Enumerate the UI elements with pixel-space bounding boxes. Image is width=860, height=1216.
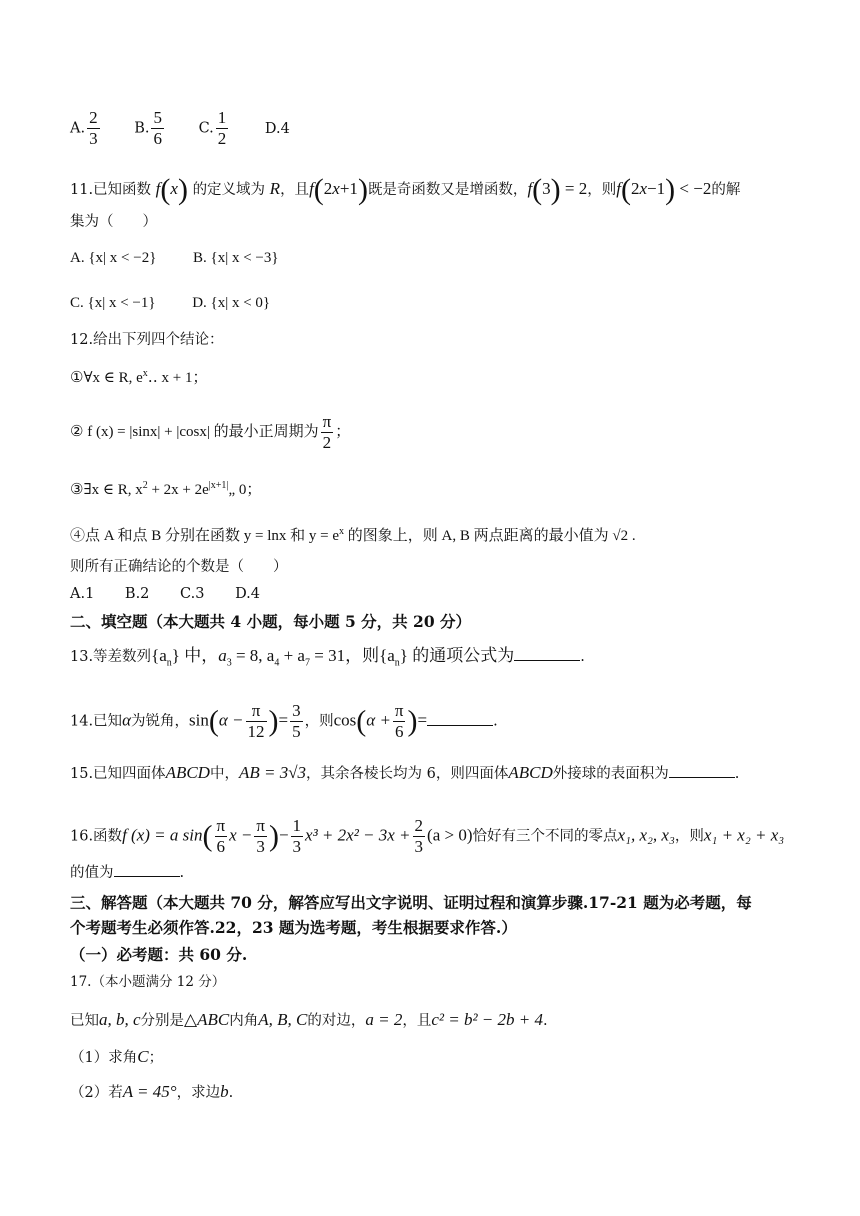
q11-options-row2: [70, 293, 292, 313]
q13: [70, 646, 585, 673]
text: 中，: [209, 766, 239, 782]
fraction: [290, 701, 303, 742]
paren: (: [208, 704, 219, 738]
numerator: π: [322, 412, 332, 431]
q12-statement-3: [70, 476, 261, 500]
q14: [70, 701, 498, 742]
math: α: [122, 710, 131, 730]
paren: ): [665, 173, 676, 206]
math-part: {a: [151, 646, 167, 665]
math: x₁, x₂, x₃: [617, 825, 675, 845]
denominator: 12: [247, 722, 265, 741]
subscript: 3: [226, 657, 232, 669]
numerator: 1: [217, 108, 227, 127]
text: 的图象上，则 A, B 两点距离的最小值为 √2 .: [344, 528, 636, 544]
paren: ): [550, 173, 561, 206]
subscript: 4: [274, 657, 280, 669]
text: ①∀x ∈ R, e: [70, 370, 143, 386]
q16-line2: [70, 862, 184, 883]
math: R: [269, 179, 281, 198]
text: （1）求角: [70, 1050, 138, 1066]
superscript: |x+1|: [208, 480, 229, 491]
denominator: 3: [256, 837, 265, 856]
text: .: [542, 1013, 548, 1029]
numerator: 5: [153, 108, 162, 127]
q10-option-d: D.4: [264, 120, 290, 137]
q17-stem: [70, 1010, 548, 1031]
math: c² = b² − 2b + 4: [431, 1010, 543, 1029]
math: α +: [366, 710, 391, 730]
subscript: 7: [304, 657, 310, 669]
denominator: 5: [292, 722, 301, 741]
q12-stem: 12.给出下列四个结论：: [70, 332, 224, 348]
math: x −: [229, 825, 253, 845]
paren: (: [202, 819, 213, 853]
q10-option-a: [70, 108, 102, 149]
math: f: [155, 179, 161, 198]
q11-options-row1: [70, 248, 301, 268]
q17-part-2: [70, 1082, 233, 1103]
text: 的解: [711, 182, 741, 198]
math-part: a: [218, 646, 227, 665]
math: C: [137, 1047, 149, 1066]
text: ，求边: [176, 1085, 221, 1101]
numerator: 1: [292, 816, 302, 835]
math: (a > 0): [427, 825, 473, 845]
text: 15.已知四面体: [70, 766, 166, 782]
text: （2）若: [70, 1085, 123, 1101]
q10-option-b: [134, 108, 166, 149]
text: 既是奇函数又是增函数，: [367, 182, 528, 198]
text: 13.等差数列: [70, 649, 152, 665]
text: ② f (x) = |sinx| + |cosx| 的最小正周期为: [70, 423, 319, 440]
q12-ask: 则所有正确结论的个数是（ ）: [70, 559, 288, 575]
text: 的定义域为: [192, 182, 266, 198]
q10-options: [70, 108, 312, 149]
math: α −: [218, 710, 244, 730]
math: sin: [189, 710, 209, 730]
math: x₁ + x₂ + x₃: [703, 825, 785, 845]
math: f: [616, 179, 621, 198]
math: △ABC: [184, 1010, 230, 1029]
text: 分别是: [140, 1013, 185, 1029]
text: .: [228, 1085, 234, 1101]
fraction: [321, 412, 334, 453]
numerator: 2: [89, 108, 98, 127]
text: ，且: [402, 1013, 432, 1029]
text: ；: [335, 423, 351, 440]
denominator: 6: [153, 129, 162, 148]
q11-stem-line2: 集为（ ）: [70, 214, 157, 230]
math: 2x+1: [323, 179, 358, 198]
option-label: A.: [70, 120, 86, 137]
paren: (: [160, 173, 171, 206]
math: cos: [333, 710, 357, 730]
fraction: [151, 108, 164, 149]
text: ‥ x + 1；: [147, 370, 208, 386]
math: 3: [542, 179, 551, 198]
text: .: [734, 766, 740, 782]
q17-part-1: [70, 1047, 163, 1068]
numerator: π: [216, 816, 226, 835]
fraction: [214, 816, 227, 857]
math: a, b, c: [99, 1010, 141, 1029]
math: f: [309, 179, 314, 198]
math: A = 45°: [122, 1082, 177, 1101]
numerator: 2: [414, 816, 424, 835]
math-part: = 8, a: [231, 646, 275, 665]
math: a = 2: [365, 1010, 403, 1029]
denominator: 3: [414, 837, 424, 856]
superscript: x: [142, 368, 148, 379]
math: f (x) = a sin: [122, 825, 203, 845]
option-label: B.: [134, 120, 150, 137]
text: 外接球的表面积为: [552, 766, 669, 782]
text: .: [493, 713, 498, 730]
text: ；: [148, 1050, 164, 1066]
q17-heading: 17.（本小题满分 12 分）: [70, 974, 226, 990]
math: 2x−1: [631, 179, 666, 198]
fraction: [246, 701, 267, 742]
text: 11.已知函数: [70, 182, 152, 198]
math: AB = 3√3: [238, 763, 307, 782]
text: ③∃x ∈ R, x: [70, 482, 143, 498]
text: 已知: [70, 1013, 99, 1029]
math: f: [527, 179, 533, 198]
q10-option-c: [199, 108, 231, 149]
math: [151, 646, 219, 669]
q11-option-a: A. {x| x < −2}: [70, 250, 157, 266]
math: x³ + 2x² − 3x +: [305, 825, 411, 845]
numerator: π: [394, 701, 404, 720]
paren: (: [532, 173, 543, 206]
q11-option-b: B. {x| x < −3}: [193, 250, 279, 266]
paren: (: [621, 173, 631, 206]
denominator: 3: [292, 837, 302, 856]
q11-option-d: D. {x| x < 0}: [192, 295, 271, 311]
text: ，则: [587, 182, 617, 198]
text: ，且: [280, 182, 310, 198]
math: =: [278, 710, 289, 730]
math-part: + a: [279, 646, 305, 665]
q12-option-d: D.4: [235, 586, 261, 602]
denominator: 6: [394, 722, 404, 741]
q12-options: [70, 584, 282, 604]
math-part: } 中，: [171, 646, 219, 665]
superscript: 2: [142, 480, 148, 491]
option-label: C.: [198, 120, 214, 137]
math: A, B, C: [258, 1010, 308, 1029]
q12-option-a: A.1: [70, 586, 95, 602]
math: b: [220, 1082, 229, 1101]
numerator: π: [256, 816, 265, 835]
q15: [70, 763, 739, 784]
math: = 2: [560, 179, 588, 198]
text: ，其余各棱长均为 6，则四面体: [306, 766, 509, 782]
q12-statement-4: [70, 522, 636, 546]
math: < −2: [675, 179, 712, 198]
fraction: [216, 108, 229, 149]
q12-option-c: C.3: [180, 586, 205, 602]
paren: ): [268, 819, 279, 853]
text: 14.已知: [70, 713, 123, 730]
fraction: [413, 816, 426, 857]
denominator: 2: [217, 129, 227, 148]
section-3-heading-line2: 个考题考生必须作答.22，23 题为选考题，考生根据要求作答.）: [70, 918, 517, 937]
text: 为锐角，: [131, 713, 189, 730]
text: 16.函数: [70, 828, 123, 845]
section-3-heading-line1: 三、解答题（本大题共 70 分，解答应写出文字说明、证明过程和演算步骤.17-21 题为必考题，每: [70, 893, 752, 912]
paren: ): [357, 173, 368, 206]
part-1-heading: （一）必考题：共 60 分.: [70, 945, 248, 964]
math: [218, 646, 515, 669]
section-2-heading: 二、填空题（本大题共 4 小题，每小题 5 分，共 20 分）: [70, 612, 472, 631]
text: ，则: [304, 713, 334, 730]
numerator: π: [251, 701, 261, 720]
math: ABCD: [508, 763, 553, 782]
numerator: 3: [292, 701, 301, 720]
math: −: [278, 825, 289, 845]
denominator: 6: [216, 837, 226, 856]
fraction: [291, 816, 304, 857]
text: 的值为: [70, 865, 114, 881]
math: x: [170, 179, 178, 198]
text: 恰好有三个不同的零点: [472, 828, 618, 845]
paren: (: [356, 704, 367, 738]
text: 的对边，: [307, 1013, 366, 1029]
q11-option-c: C. {x| x < −1}: [70, 295, 156, 311]
text: .: [179, 865, 185, 881]
answer-blank[interactable]: [427, 711, 493, 726]
fraction: [87, 108, 100, 149]
text: ④点 A 和点 B 分别在函数 y = lnx 和 y = e: [70, 528, 340, 544]
math: =: [417, 710, 428, 730]
q12-statement-2: [70, 412, 350, 453]
text: ，则: [674, 828, 704, 845]
subscript: n: [394, 657, 400, 669]
q12-option-b: B.2: [124, 586, 150, 602]
paren: ): [177, 173, 188, 206]
subscript: n: [166, 657, 172, 669]
denominator: 3: [89, 129, 98, 148]
text: 内角: [229, 1013, 259, 1029]
paren: ): [268, 704, 279, 738]
answer-blank[interactable]: [514, 646, 580, 661]
answer-blank[interactable]: [114, 862, 180, 877]
paren: (: [313, 173, 324, 206]
q12-statement-1: [70, 364, 208, 388]
answer-blank[interactable]: [669, 763, 735, 778]
text: „ 0；: [228, 482, 262, 498]
text: + 2x + 2e: [147, 482, 209, 498]
denominator: 2: [322, 433, 332, 452]
math: ABCD: [165, 763, 210, 782]
math-part: = 31，则: [309, 646, 380, 665]
superscript: x: [339, 526, 345, 537]
q11-stem-line1: [70, 175, 740, 205]
fraction: [393, 701, 406, 742]
text: .: [580, 649, 585, 665]
math-part: {a: [379, 646, 395, 665]
fraction: [254, 816, 267, 857]
paren: ): [407, 704, 418, 738]
q16-line1: [70, 816, 784, 857]
math-part: } 的通项公式为: [399, 646, 515, 665]
